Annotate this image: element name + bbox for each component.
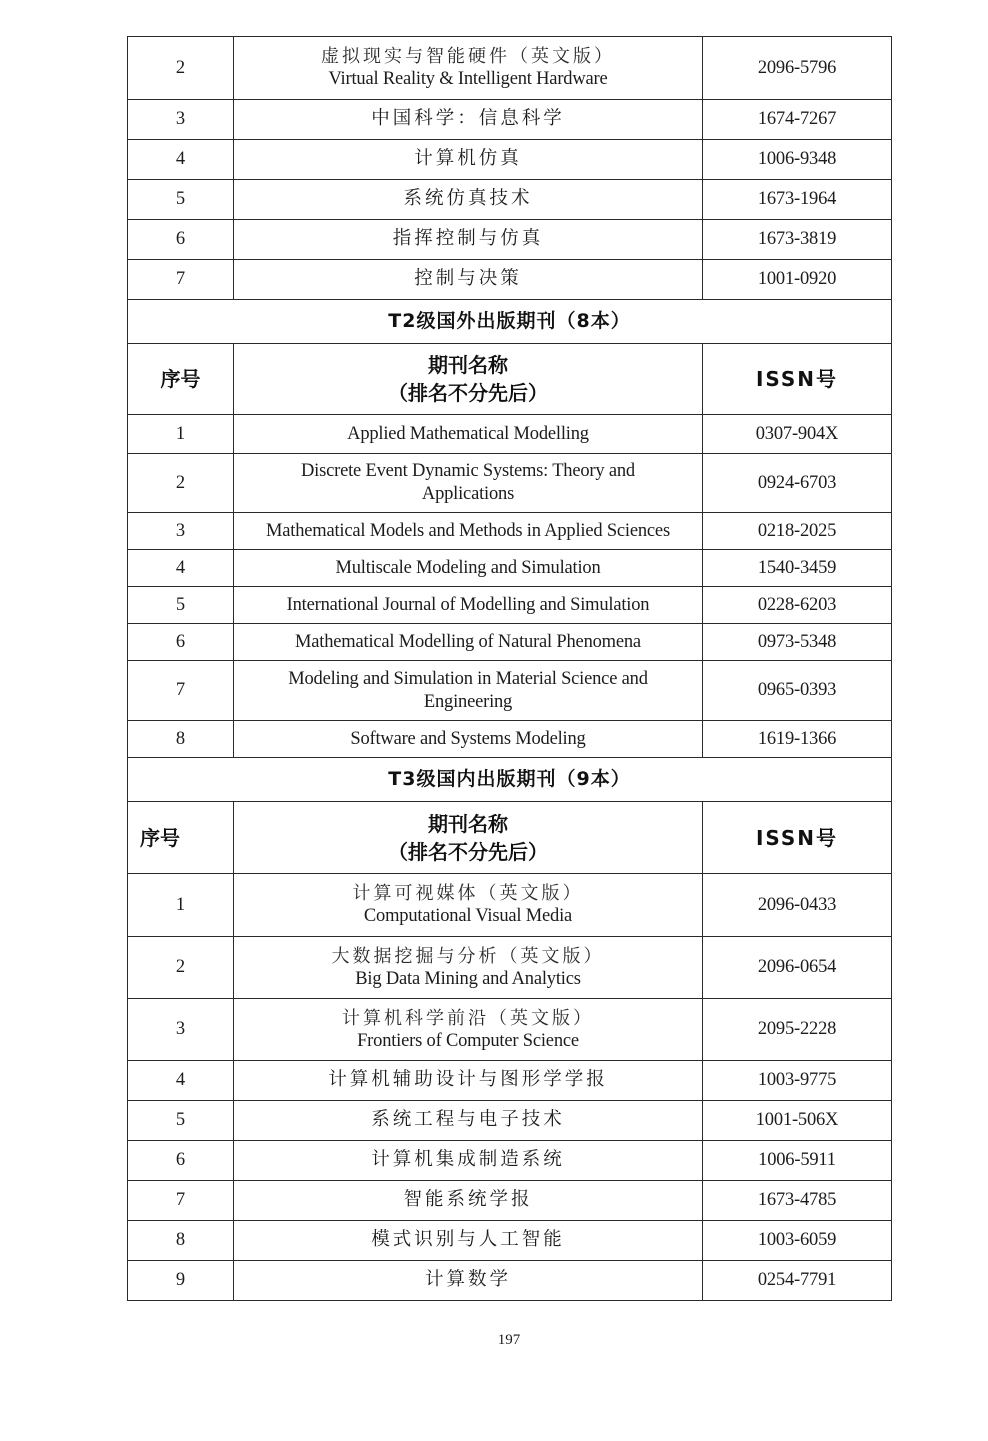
row-index: 2 — [128, 937, 234, 999]
table-row — [128, 513, 892, 550]
header-name-line1: 期刊名称 — [428, 353, 508, 377]
journal-name-en: Virtual Reality & Intelligent Hardware — [328, 69, 608, 89]
journal-name-cn: 系统仿真技术 — [234, 180, 703, 220]
journal-name-cn: 计算机科学前沿（英文版） — [342, 1007, 594, 1029]
journal-name-en: Frontiers of Computer Science — [357, 1030, 579, 1051]
section-title: T2级国外出版期刊（8本） — [128, 300, 892, 344]
header-name-line2: （排名不分先后） — [388, 839, 548, 864]
journal-name-cell — [234, 37, 703, 100]
header-row-t3 — [128, 802, 892, 874]
header-name — [234, 802, 703, 874]
journal-name-cn: 指挥控制与仿真 — [234, 220, 703, 260]
row-index: 1 — [128, 415, 234, 454]
row-index: 3 — [128, 999, 234, 1061]
table-row — [128, 874, 892, 937]
issn-cell: 1673-1964 — [703, 180, 892, 220]
header-name-line1: 期刊名称 — [428, 811, 508, 836]
table-row — [128, 100, 892, 140]
journal-name-en: Computational Visual Media — [363, 906, 573, 926]
issn-cell: 0924-6703 — [703, 454, 892, 513]
journal-name-en-line1: Discrete Event Dynamic Systems: Theory and — [301, 461, 635, 481]
header-index: 序号 — [128, 802, 234, 874]
row-index: 6 — [128, 1141, 234, 1181]
journal-name-cn: 虚拟现实与智能硬件（英文版） — [321, 46, 615, 67]
journal-name-cn: 计算可视媒体（英文版） — [352, 883, 584, 904]
issn-cell: 0254-7791 — [703, 1261, 892, 1301]
table-row — [128, 1221, 892, 1261]
section-title-row-t3 — [128, 758, 892, 802]
row-index: 4 — [128, 140, 234, 180]
row-index: 2 — [128, 37, 234, 100]
row-index: 6 — [128, 220, 234, 260]
table-row — [128, 180, 892, 220]
journal-name-cn: 系统工程与电子技术 — [234, 1101, 703, 1141]
row-index: 5 — [128, 587, 234, 624]
issn-cell: 1006-9348 — [703, 140, 892, 180]
issn-cell: 2096-5796 — [703, 37, 892, 100]
row-index: 5 — [128, 1101, 234, 1141]
journal-name-cn: 大数据挖掘与分析（英文版） — [331, 945, 605, 967]
issn-cell: 2096-0654 — [703, 937, 892, 999]
journal-name-en: Multiscale Modeling and Simulation — [234, 550, 703, 587]
issn-cell: 0965-0393 — [703, 661, 892, 721]
table-row — [128, 1261, 892, 1301]
issn-cell: 1001-506X — [703, 1101, 892, 1141]
issn-cell: 2095-2228 — [703, 999, 892, 1061]
table-row — [128, 721, 892, 758]
journal-name-en-line2: Engineering — [423, 691, 513, 712]
issn-cell: 0228-6203 — [703, 587, 892, 624]
header-issn: ISSN号 — [703, 802, 892, 874]
issn-cell: 2096-0433 — [703, 874, 892, 937]
journal-name-en: Mathematical Models and Methods in Applied Sciences — [234, 513, 703, 550]
header-index: 序号 — [128, 344, 234, 415]
header-name — [234, 344, 703, 415]
issn-cell: 1540-3459 — [703, 550, 892, 587]
header-name-line2: （排名不分先后） — [388, 381, 548, 405]
table-row — [128, 1181, 892, 1221]
row-index: 7 — [128, 1181, 234, 1221]
page-number: 197 — [497, 1332, 521, 1348]
issn-cell: 1003-9775 — [703, 1061, 892, 1101]
issn-cell: 1006-5911 — [703, 1141, 892, 1181]
row-index: 8 — [128, 721, 234, 758]
row-index: 3 — [128, 100, 234, 140]
section-title: T3级国内出版期刊（9本） — [128, 758, 892, 802]
journal-name-cell — [234, 999, 703, 1061]
issn-cell: 1001-0920 — [703, 260, 892, 300]
row-index: 8 — [128, 1221, 234, 1261]
table-row — [128, 37, 892, 100]
table-row — [128, 624, 892, 661]
issn-cell: 0973-5348 — [703, 624, 892, 661]
row-index: 6 — [128, 624, 234, 661]
issn-cell: 0218-2025 — [703, 513, 892, 550]
journal-name-cn: 模式识别与人工智能 — [234, 1221, 703, 1261]
journal-name-cn: 计算机集成制造系统 — [234, 1141, 703, 1181]
table-row — [128, 1101, 892, 1141]
table-row — [128, 220, 892, 260]
journal-name-cn: 计算机仿真 — [234, 140, 703, 180]
issn-cell: 1674-7267 — [703, 100, 892, 140]
issn-cell: 1673-3819 — [703, 220, 892, 260]
row-index: 7 — [128, 661, 234, 721]
header-row-t2 — [128, 344, 892, 415]
journal-table — [127, 36, 892, 1301]
journal-name-en-line2: Applications — [421, 484, 515, 504]
header-issn: ISSN号 — [703, 344, 892, 415]
row-index: 1 — [128, 874, 234, 937]
row-index: 9 — [128, 1261, 234, 1301]
issn-cell: 0307-904X — [703, 415, 892, 454]
journal-name-cell — [234, 874, 703, 937]
table-row — [128, 140, 892, 180]
table-row — [128, 661, 892, 721]
journal-name-cn: 智能系统学报 — [234, 1181, 703, 1221]
journal-name-cn: 控制与决策 — [234, 260, 703, 300]
journal-name-cell — [234, 937, 703, 999]
section-title-row-t2 — [128, 300, 892, 344]
journal-name-cn: 计算机辅助设计与图形学学报 — [234, 1061, 703, 1101]
table-row — [128, 1061, 892, 1101]
table-row — [128, 999, 892, 1061]
journal-name-cell — [234, 454, 703, 513]
row-index: 4 — [128, 1061, 234, 1101]
row-index: 4 — [128, 550, 234, 587]
journal-name-cn: 中国科学：信息科学 — [234, 100, 703, 140]
journal-name-en: International Journal of Modelling and Simulation — [234, 587, 703, 624]
table-row — [128, 415, 892, 454]
issn-cell: 1673-4785 — [703, 1181, 892, 1221]
journal-name-en: Big Data Mining and Analytics — [355, 968, 581, 989]
row-index: 3 — [128, 513, 234, 550]
table-row — [128, 937, 892, 999]
table-row — [128, 550, 892, 587]
row-index: 7 — [128, 260, 234, 300]
table-row — [128, 1141, 892, 1181]
issn-cell: 1003-6059 — [703, 1221, 892, 1261]
row-index: 2 — [128, 454, 234, 513]
table-row — [128, 587, 892, 624]
journal-name-en: Software and Systems Modeling — [234, 721, 703, 758]
journal-name-cell — [234, 661, 703, 721]
journal-name-en: Applied Mathematical Modelling — [234, 415, 703, 454]
journal-name-cn: 计算数学 — [234, 1261, 703, 1301]
table-row — [128, 454, 892, 513]
table-row — [128, 260, 892, 300]
row-index: 5 — [128, 180, 234, 220]
journal-name-en: Mathematical Modelling of Natural Phenomena — [234, 624, 703, 661]
issn-cell: 1619-1366 — [703, 721, 892, 758]
journal-name-en-line1: Modeling and Simulation in Material Science and — [288, 668, 648, 689]
